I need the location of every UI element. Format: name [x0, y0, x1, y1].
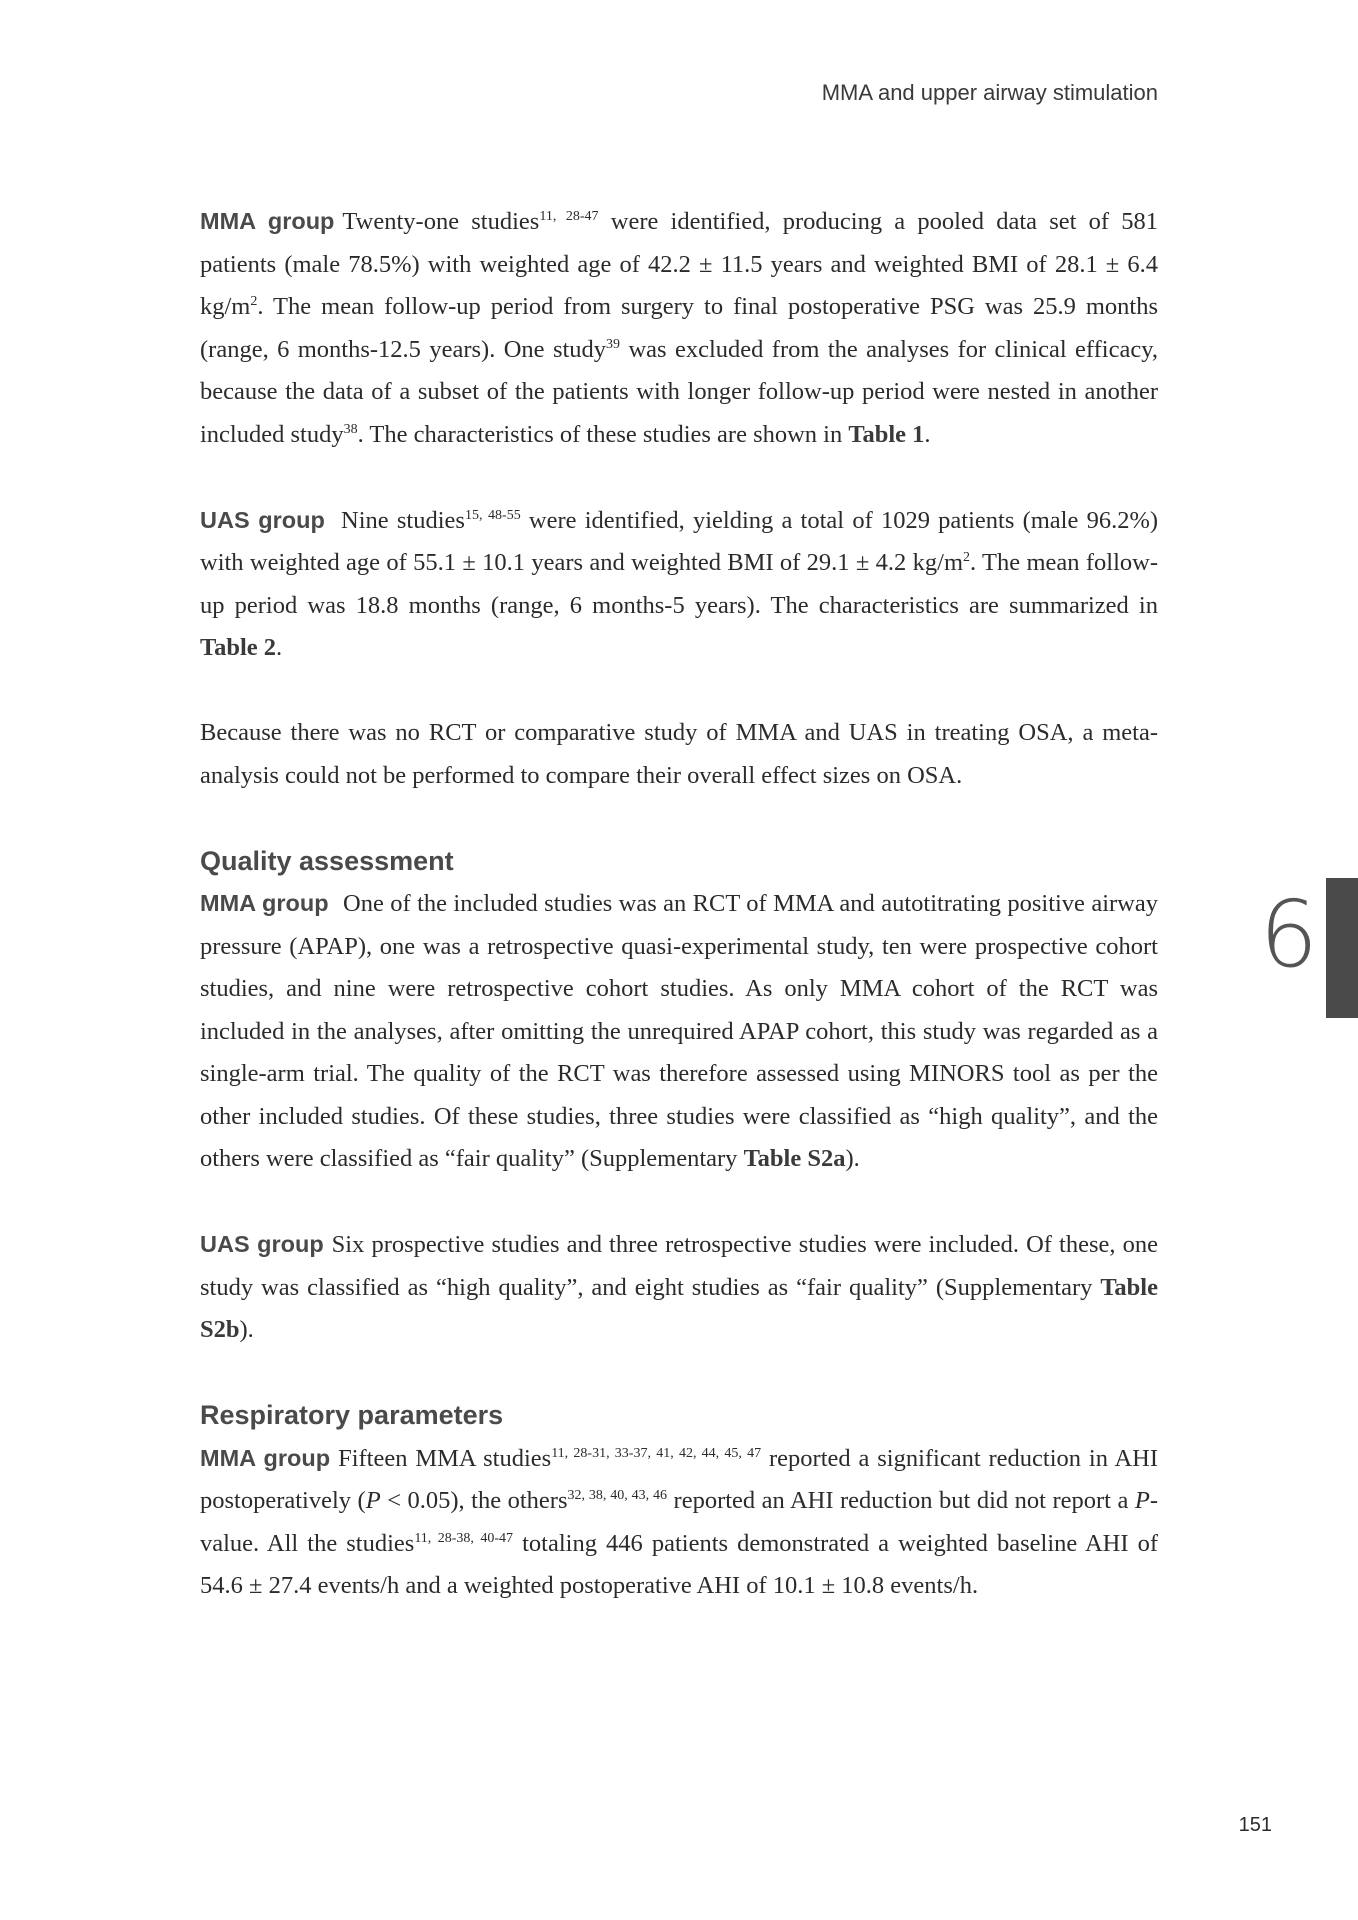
superscript: 2 — [250, 293, 258, 309]
citation-ref: 38 — [343, 421, 358, 437]
text-run: Twenty-one studies — [342, 208, 540, 235]
section-heading-respiratory: Respiratory parameters — [200, 1400, 504, 1430]
running-header: MMA and upper airway stimulation — [821, 80, 1158, 105]
text-run: -value. All the studies — [200, 1487, 1159, 1557]
text-run: Fifteen MMA studies — [338, 1444, 552, 1472]
text-run: < 0.05), the others — [380, 1487, 568, 1514]
paragraph-mma-respiratory — [200, 1437, 1158, 1608]
italic-p: P — [365, 1487, 381, 1514]
text-run: . The characteristics of these studies are shown in — [357, 420, 849, 448]
citation-ref: 11, 28-38, 40-47 — [414, 1530, 514, 1546]
table-reference: Table 2 — [200, 634, 277, 661]
text-run: . The mean follow-up period was 18.8 months (range, 6 months-5 years). The characteristics are summarized in — [200, 549, 1159, 619]
page-number: 151 — [1238, 1814, 1272, 1836]
text-run: totaling 446 patients demonstrated a weighted baseline AHI of 54.6 ± 27.4 events/h and a weighted postoperative AHI of 10.1 ± 10.8 events/h. — [200, 1529, 1158, 1599]
text-run: ). — [239, 1316, 254, 1343]
group-label: MMA group — [200, 1444, 331, 1471]
paragraph-mma-characteristics — [200, 200, 1158, 456]
citation-ref: 32, 38, 40, 43, 46 — [567, 1487, 668, 1503]
superscript: 2 — [963, 549, 971, 565]
text-run: Six prospective studies and three retrospective studies were included. Of these, one study was classified as “high quality”, and eight studies as “fair quality” (Supplementary — [200, 1231, 1158, 1301]
text-run: ). — [845, 1145, 860, 1172]
table-reference: Table 1 — [848, 420, 925, 448]
text-run: was excluded from the analyses for clinical efficacy, because the data of a subset of the patients with longer follow-up period were nested in another included study — [200, 335, 1159, 448]
table-reference: Table S2b — [200, 1273, 1158, 1343]
group-label: UAS group — [200, 506, 325, 533]
text-run: were identified, producing a pooled data set of 581 patients (male 78.5%) with weighted age of 42.2 ± 11.5 years and weighted BMI of 28.1 ± 6.4 kg/m — [200, 208, 1158, 320]
citation-ref: 15, 48-55 — [464, 507, 521, 523]
italic-p: P — [1134, 1487, 1150, 1514]
text-run: . — [276, 634, 283, 661]
text-run: Nine studies — [341, 506, 465, 534]
group-label: MMA group — [200, 890, 329, 916]
section-heading-quality: Quality assessment — [200, 845, 454, 876]
table-reference: Table S2a — [743, 1145, 846, 1172]
chapter-tab-marker — [1326, 878, 1358, 1018]
paragraph-uas-quality — [200, 1223, 1158, 1352]
citation-ref: 39 — [606, 336, 621, 352]
citation-ref: 11, 28-31, 33-37, 41, 42, 44, 45, 47 — [551, 1445, 762, 1461]
citation-ref: 11, 28-47 — [539, 208, 599, 224]
text-run: One of the included studies was an RCT of MMA and autotitrating positive airway pressure (APAP), one was a retrospective quasi-experimental study, ten were prospective cohort studies, and nine were retrospective cohort studies. As only MMA cohort of the RCT was included in the analyses, after omitting the unrequired APAP cohort, this study was regarded as a single-arm trial. The quality of the RCT was therefore assessed using MINORS tool as per the other included studies. Of these studies, three studies were classified as “high quality”, and the others were classified as “fair quality” (Supplementary — [200, 890, 1158, 1172]
paragraph-mma-quality — [200, 882, 1158, 1181]
text-run: reported a significant reduction in AHI postoperatively ( — [200, 1444, 1159, 1514]
text-run: . The mean follow-up period from surgery to final postoperative PSG was 25.9 months (range, 6 months-12.5 years). One study — [200, 293, 1158, 363]
chapter-number: 6 — [1259, 881, 1318, 988]
text-run: . — [924, 420, 931, 448]
text-run: reported an AHI reduction but did not report a — [667, 1487, 1135, 1514]
text-run: were identified, yielding a total of 1029 patients (male 96.2%) with weighted age of 55.1 ± 10.1 years and weighted BMI of 29.1 ± 4.2 kg/m — [200, 506, 1159, 576]
paragraph-no-rct: Because there was no RCT or comparative study of MMA and UAS in treating OSA, a meta-analysis could not be performed to compare their overall effect sizes on OSA. — [200, 719, 1158, 789]
group-label: MMA group — [200, 208, 335, 234]
group-label: UAS group — [200, 1231, 324, 1257]
paragraph-uas-characteristics — [200, 499, 1158, 670]
page-body — [200, 200, 1158, 1608]
